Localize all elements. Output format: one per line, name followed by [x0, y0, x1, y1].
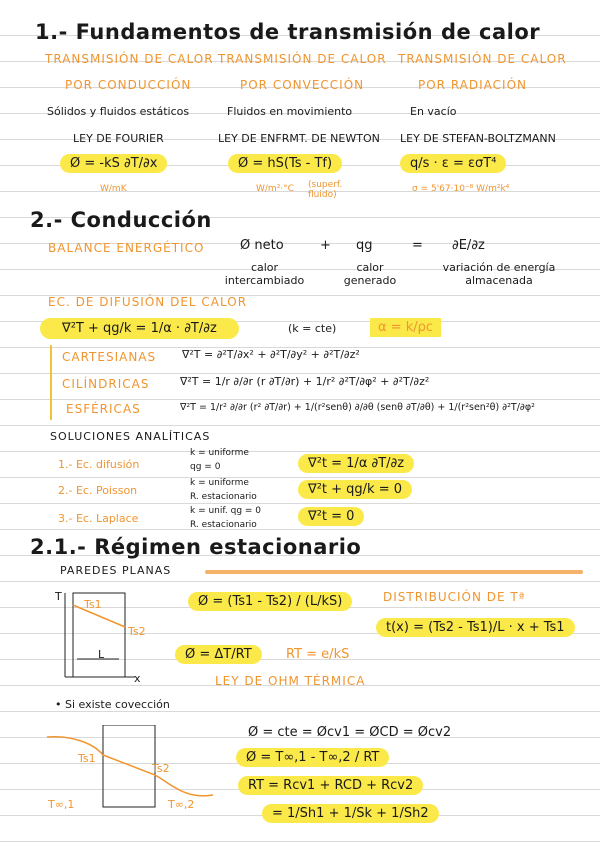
- mode-2-line1: TRANSMISIÓN DE CALOR: [218, 52, 387, 66]
- balance-desc-b: calor generado: [343, 261, 397, 287]
- walls-label: PAREDES PLANAS: [60, 564, 172, 577]
- alpha-definition: α = k/ρc: [370, 318, 441, 337]
- stefan-unit: σ = 5'67·10⁻⁸ W/m²k⁴: [412, 184, 510, 194]
- mode-1-line1: TRANSMISIÓN DE CALOR: [45, 52, 214, 66]
- mode-2-law: LEY DE ENFRMT. DE NEWTON: [218, 132, 380, 145]
- ohm-law-label: LEY DE OHM TÉRMICA: [215, 674, 366, 688]
- solution-1-cond2: qg = 0: [190, 462, 221, 472]
- mode-3-medium: En vacío: [410, 105, 457, 118]
- solution-3-eq: ∇²t = 0: [298, 507, 364, 526]
- balance-label: BALANCE ENERGÉTICO: [48, 241, 205, 255]
- balance-plus: +: [320, 238, 331, 253]
- diagram1-t-axis: T: [55, 590, 62, 603]
- mode-2-medium: Fluidos en movimiento: [227, 105, 353, 118]
- fourier-unit: W/mK: [100, 184, 127, 194]
- diffusion-equation: ∇²T + qg/k = 1/α · ∂T/∂z: [40, 318, 239, 339]
- newton-equation: Ø = hS(Ts - Tf): [228, 154, 342, 173]
- solution-2-cond2: R. estacionario: [190, 492, 257, 502]
- balance-desc-c: variación de energía almacenada: [442, 261, 556, 287]
- conv-equation-2: Ø = T∞,1 - T∞,2 / RT: [236, 748, 389, 767]
- conv-equation-1: Ø = cte = Øcv1 = ØCD = Øcv2: [248, 725, 452, 740]
- balance-equals: =: [412, 238, 423, 253]
- title-regimen: 2.1.- Régimen estacionario: [30, 535, 362, 559]
- diffusion-label: EC. DE DIFUSIÓN DEL CALOR: [48, 295, 248, 309]
- solution-2-name: 2.- Ec. Poisson: [58, 484, 138, 497]
- solution-2-cond1: k = uniforme: [190, 478, 249, 488]
- solution-1-eq: ∇²t = 1/α ∂T/∂z: [298, 454, 414, 473]
- diagram2-ts1: Ts1: [78, 752, 96, 765]
- solution-3-cond1: k = unif. qg = 0: [190, 506, 262, 516]
- conv-equation-3: RT = Rcv1 + RCD + Rcv2: [238, 776, 423, 795]
- distribution-label: DISTRIBUCIÓN DE Tª: [383, 590, 526, 604]
- coord-cilindricas: CILÍNDRICAS: [62, 377, 150, 391]
- diagram2-ts2: Ts2: [152, 762, 170, 775]
- newton-unit: W/m²·°C: [256, 184, 294, 194]
- mode-1-line2: POR CONDUCCIÓN: [65, 78, 192, 92]
- solution-3-cond2: R. estacionario: [190, 520, 257, 530]
- mode-1-medium: Sólidos y fluidos estáticos: [47, 105, 190, 118]
- mode-1-law: LEY DE FOURIER: [73, 132, 164, 145]
- fourier-equation: Ø = -kS ∂T/∂x: [60, 154, 167, 173]
- mode-3-line2: POR RADIACIÓN: [418, 78, 528, 92]
- solution-2-eq: ∇²t + qg/k = 0: [298, 480, 412, 499]
- coord-cartesianas-eq: ∇²T = ∂²T/∂x² + ∂²T/∂y² + ∂²T/∂z²: [182, 348, 360, 361]
- title-conduccion: 2.- Conducción: [30, 208, 212, 232]
- mode-3-law: LEY DE STEFAN-BOLTZMANN: [400, 132, 556, 145]
- diagram1-ts2: Ts2: [128, 625, 146, 638]
- diagram1-x-axis: x: [134, 672, 141, 685]
- solution-1-cond1: k = uniforme: [190, 448, 249, 458]
- balance-desc-a: calor intercambiado: [224, 261, 305, 287]
- balance-de: ∂E/∂z: [452, 238, 485, 253]
- conv-equation-4: = 1/Sh1 + 1/Sk + 1/Sh2: [262, 804, 439, 823]
- wall-ohm-equation: Ø = ΔT/RT: [175, 645, 262, 664]
- solutions-label: SOLUCIONES ANALÍTICAS: [50, 430, 211, 443]
- coords-bracket: [50, 345, 52, 420]
- mode-2-line2: POR CONVECCIÓN: [240, 78, 365, 92]
- solution-3-name: 3.- Ec. Laplace: [58, 512, 139, 525]
- walls-underline: [205, 570, 583, 574]
- distribution-equation: t(x) = (Ts2 - Ts1)/L · x + Ts1: [376, 618, 575, 637]
- stefan-equation: q/s · ε = εσT⁴: [400, 154, 506, 173]
- coord-cartesianas: CARTESIANAS: [62, 350, 157, 364]
- diffusion-k-cte: (k = cte): [288, 322, 337, 335]
- thermal-resistance: RT = e/kS: [286, 647, 350, 662]
- coord-cilindricas-eq: ∇²T = 1/r ∂/∂r (r ∂T/∂r) + 1/r² ∂²T/∂φ² + ∂²T/∂z²: [180, 375, 430, 388]
- title-fundamentos: 1.- Fundamentos de transmisión de calor: [35, 20, 541, 44]
- balance-qg: qg: [356, 238, 373, 253]
- convection-label: • Si existe covección: [55, 698, 170, 711]
- coord-esfericas: ESFÉRICAS: [66, 402, 141, 416]
- diagram2-tinf2: T∞,2: [168, 798, 195, 811]
- coord-esfericas-eq: ∇²T = 1/r² ∂/∂r (r² ∂T/∂r) + 1/(r²senθ) ∂/∂θ (senθ ∂T/∂θ) + 1/(r²sen²θ) ∂²T/∂φ²: [180, 402, 535, 413]
- mode-3-line1: TRANSMISIÓN DE CALOR: [398, 52, 567, 66]
- balance-phi: Ø neto: [240, 238, 284, 253]
- diagram1-ts1: Ts1: [84, 598, 102, 611]
- wall-heat-equation: Ø = (Ts1 - Ts2) / (L/kS): [188, 592, 352, 611]
- newton-note: (superf. fluido): [308, 180, 343, 200]
- solution-1-name: 1.- Ec. difusión: [58, 458, 140, 471]
- diagram1-l: L: [98, 648, 105, 661]
- diagram2-tinf1: T∞,1: [48, 798, 75, 811]
